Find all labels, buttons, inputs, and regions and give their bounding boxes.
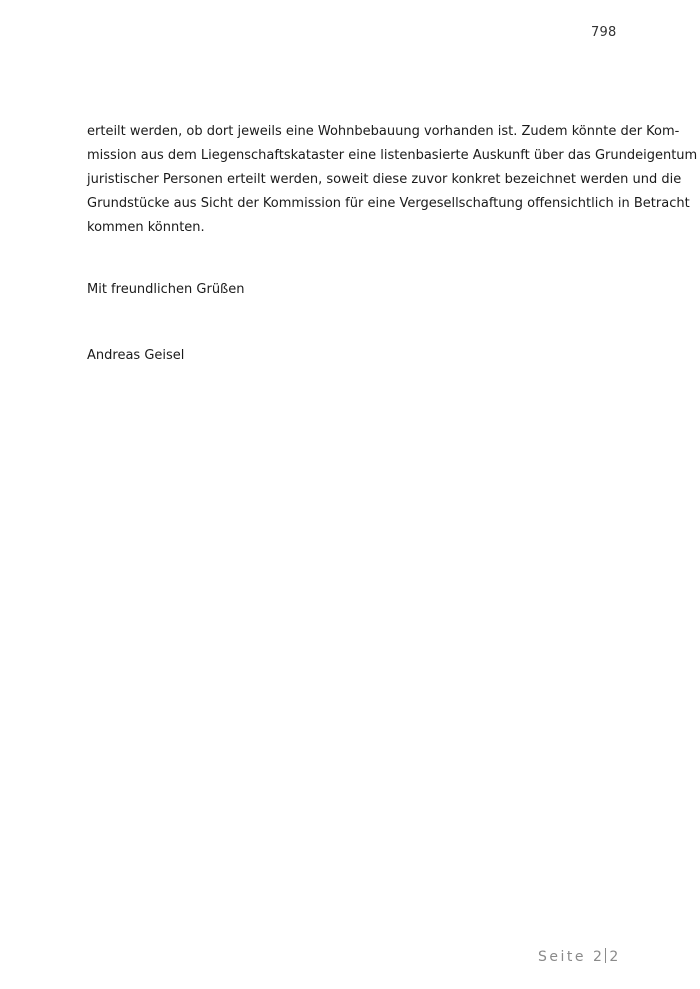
body-line: erteilt werden, ob dort jeweils eine Wohnbebauung vorhanden ist. Zudem könnte der Kom- [87,124,680,139]
closing-salutation: Mit freundlichen Grüßen [87,282,245,297]
footer-total-pages: 2 [609,949,621,965]
body-line: Grundstücke aus Sicht der Kommission für eine Vergesellschaftung offensichtlich in Betracht [87,196,690,211]
footer-page-indicator [538,948,621,965]
footer-current-page: 2 [592,949,605,965]
page-number: 798 [591,25,617,40]
letter-body [87,120,698,240]
body-line: juristischer Personen erteilt werden, soweit diese zuvor konkret bezeichnet werden und die [87,172,682,187]
body-line: mission aus dem Liegenschaftskataster eine listenbasierte Auskunft über das Grundeigentum [87,148,698,163]
body-line: kommen könnten. [87,220,205,235]
footer-page-label: Seite [538,949,586,965]
signature-name: Andreas Geisel [87,348,185,363]
footer-separator [605,948,606,963]
